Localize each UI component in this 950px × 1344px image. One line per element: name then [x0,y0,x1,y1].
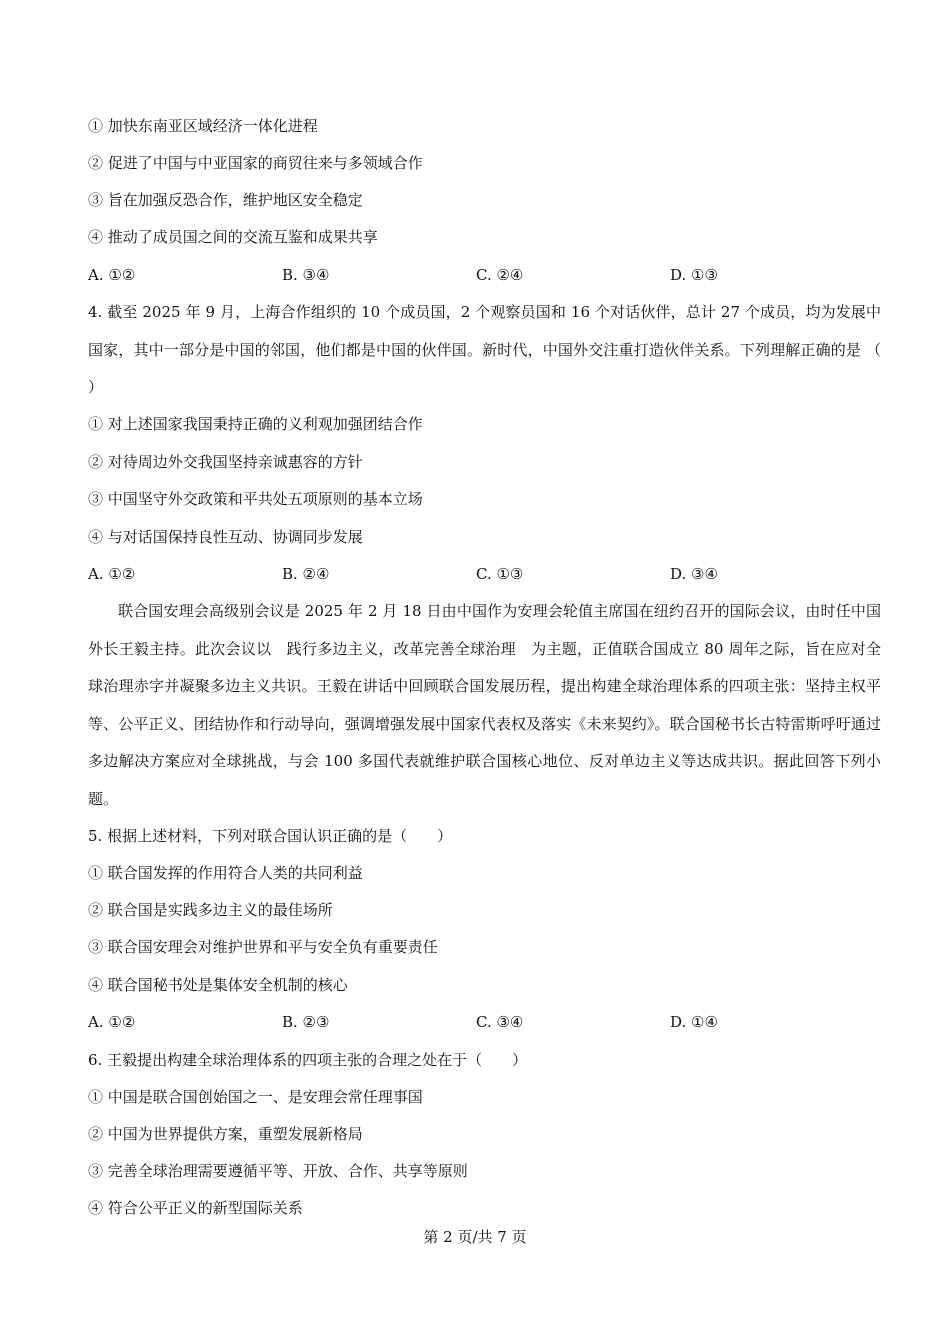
q6-option-2: ② 中国为世界提供方案，重塑发展新格局 [88,1125,363,1143]
q4-option-4: ④ 与对话国保持良性互动、协调同步发展 [88,528,363,546]
q4-option-1: ① 对上述国家我国秉持正确的义利观加强团结合作 [88,415,423,433]
q5-choice-c: C. ③④ [476,1013,524,1031]
q6-option-4: ④ 符合公平正义的新型国际关系 [88,1199,303,1217]
page-number-footer: 第 2 页/共 7 页 [423,1228,527,1246]
q3-option-1: ① 加快东南亚区域经济一体化进程 [88,117,318,135]
q3-choice-d: D. ①③ [670,266,718,284]
q4-option-3: ③ 中国坚守外交政策和平共处五项原则的基本立场 [88,490,423,508]
q5-option-3: ③ 联合国安理会对维护世界和平与安全负有重要责任 [88,938,438,956]
reading-passage: 联合国安理会高级别会议是 2025 年 2 月 18 日由中国作为安理会轮值主席国在纽约召开的国际会议，由时任中国外长王毅主持。此次会议以 践行多边主义，改革完善全球治理 为主题，正值联合国成立 80 周年之际，旨在应对全球治理赤字并凝聚多边主义共识。王毅在讲话中回顾联合国发展历程，提出构建全球治理体系的四项主张：坚持主权平等、公平正义、团结协作和行动导向，强调增强发展中国家代表权及落实《未来契约》。联合国秘书长古特雷斯呼吁通过多边解决方案应对全球挑战，与会 100 多国代表就维护联合国核心地位、反对单边主义等达成共识。据此回答下列小题。 [88,602,881,808]
q4-choices [88,563,888,585]
q5-choice-d: D. ①④ [670,1013,718,1031]
q3-option-4: ④ 推动了成员国之间的交流互鉴和成果共享 [88,228,378,246]
q3-choices [88,264,888,286]
q5-option-1: ① 联合国发挥的作用符合人类的共同利益 [88,864,363,882]
q4-choice-a: A. ①② [88,565,136,583]
q5-choice-b: B. ②③ [282,1013,330,1031]
q3-choice-c: C. ②④ [476,266,524,284]
q6-stem: 6. 王毅提出构建全球治理体系的四项主张的合理之处在于（ ） [88,1051,528,1069]
q6-option-1: ① 中国是联合国创始国之一、是安理会常任理事国 [88,1088,423,1106]
q4-option-2: ② 对待周边外交我国坚持亲诚惠容的方针 [88,453,363,471]
q4-choice-c: C. ①③ [476,565,524,583]
q5-choices [88,1011,888,1033]
q4-choice-b: B. ②④ [282,565,330,583]
q5-choice-a: A. ①② [88,1013,136,1031]
q5-option-4: ④ 联合国秘书处是集体安全机制的核心 [88,976,348,994]
q3-choice-b: B. ③④ [282,266,330,284]
q6-option-3: ③ 完善全球治理需要遵循平等、开放、合作、共享等原则 [88,1162,468,1180]
q4-stem: 4. 截至 2025 年 9 月，上海合作组织的 10 个成员国，2 个观察员国和 16 个对话伙伴，总计 27 个成员，均为发展中国家，其中一部分是中国的邻国，他们都是中国的伙伴国。新时代，中国外交注重打造伙伴关系。下列理解正确的是 （ ） [88,303,912,396]
q5-option-2: ② 联合国是实践多边主义的最佳场所 [88,901,333,919]
q3-option-2: ② 促进了中国与中亚国家的商贸往来与多领域合作 [88,154,423,172]
q4-choice-d: D. ③④ [670,565,718,583]
q3-choice-a: A. ①② [88,266,136,284]
q5-stem: 5. 根据上述材料，下列对联合国认识正确的是（ ） [88,827,453,845]
q3-option-3: ③ 旨在加强反恐合作，维护地区安全稳定 [88,191,363,209]
